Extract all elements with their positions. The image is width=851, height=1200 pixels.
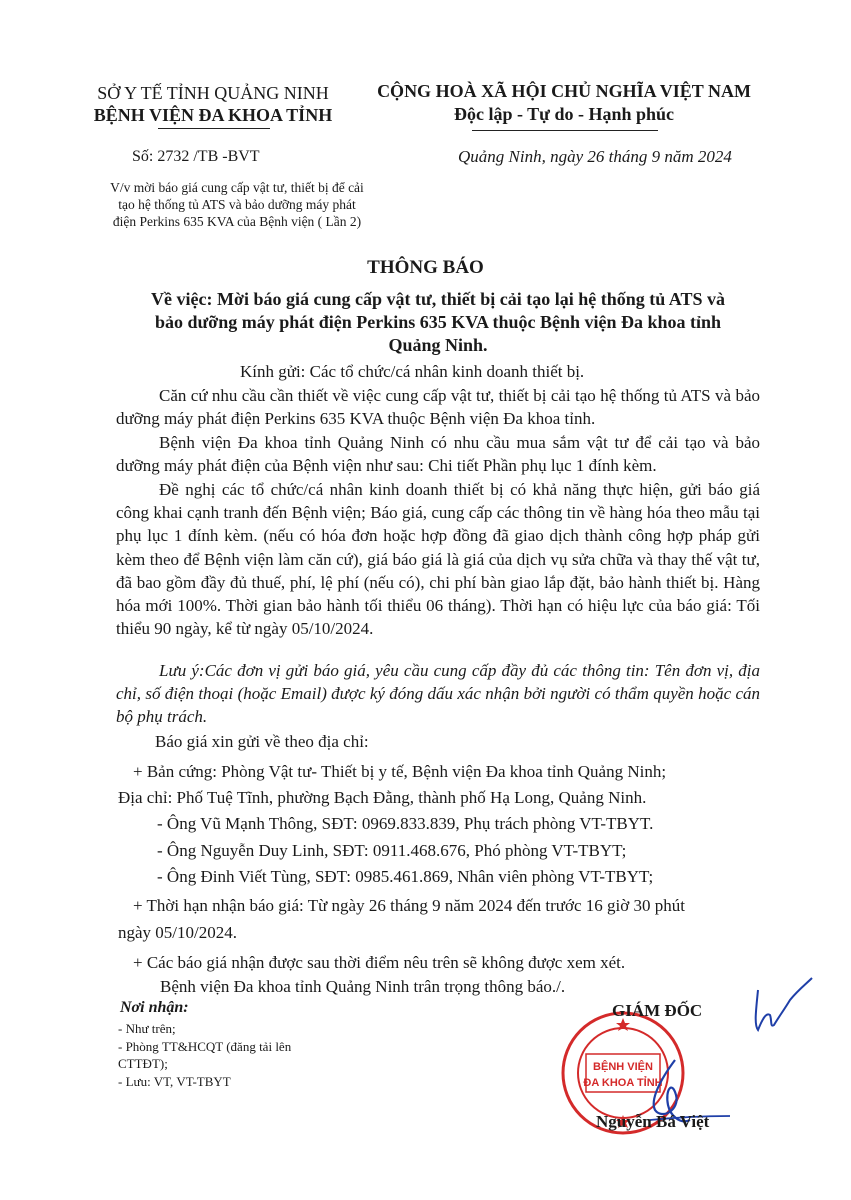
stamp-line: ĐA KHOA TỈNH — [583, 1077, 663, 1089]
summary-line: điện Perkins 635 KVA của Bệnh viện ( Lần 2) — [112, 214, 362, 229]
recipients-title: Nơi nhận: — [120, 999, 189, 1016]
summary-line: V/v mời báo giá cung cấp vật tư, thiết bị để cải — [110, 180, 364, 195]
motto: Độc lập - Tự do - Hạnh phúc — [453, 104, 675, 124]
issuing-organization — [78, 82, 348, 126]
delivery-hard-copy: + Bản cứng: Phòng Vật tư- Thiết bị y tế, Bệnh viện Đa khoa tỉnh Quảng Ninh; — [133, 762, 667, 781]
subject-line: bảo dưỡng máy phát điện Perkins 635 KVA thuộc Bệnh viện Đa khoa tỉnh — [154, 312, 722, 332]
closing-line: Bệnh viện Đa khoa tỉnh Quảng Ninh trân trọng thông báo./. — [160, 977, 566, 996]
recipient-item: CTTĐT); — [118, 1056, 168, 1071]
contact-item: - Ông Đinh Viết Tùng, SĐT: 0985.461.869, Nhân viên phòng VT-TBYT; — [157, 867, 654, 886]
document-date: Quảng Ninh, ngày 26 tháng 9 năm 2024 — [458, 147, 732, 166]
summary-line: tạo hệ thống tủ ATS và bảo dưỡng máy phát — [118, 197, 356, 212]
signer-position: GIÁM ĐỐC — [612, 1001, 703, 1020]
paragraph-request: Đề nghị các tổ chức/cá nhân kinh doanh thiết bị có khả năng thực hiện, gửi báo giá công khai cạnh tranh đến Bệnh viện; Báo giá, cung cấp các thông tin về hàng hóa theo mẫu tại phụ lục 1 đính kèm. (nếu có hóa đơn hoặc hợp đồng đã giao dịch thành công hợp pháp gửi kèm theo để Bệnh viện làm căn cứ), giá báo giá là giá của dịch vụ sửa chữa và thay thế vật tư, đã bao gồm đầy đủ thuế, phí, lệ phí (nếu có), chi phí bàn giao lắp đặt, bảo hành thiết bị. Hàng hóa mới 100%. Thời gian bảo hành tối thiểu 06 tháng). Thời hạn có hiệu lực của báo giá: Tối thiểu 90 ngày, kể từ ngày 05/10/2024. — [116, 480, 760, 639]
org-name: BỆNH VIỆN ĐA KHOA TỈNH — [93, 105, 333, 125]
recipient-item: - Như trên; — [118, 1021, 176, 1036]
document-number: Số: 2732 /TB -BVT — [132, 148, 260, 165]
contact-item: - Ông Nguyễn Duy Linh, SĐT: 0911.468.676, Phó phòng VT-TBYT; — [157, 841, 627, 860]
org-parent: SỞ Y TẾ TỈNH QUẢNG NINH — [97, 83, 329, 103]
recipient-item: - Lưu: VT, VT-TBYT — [118, 1074, 231, 1089]
recipient-item: - Phòng TT&HCQT (đăng tải lên — [118, 1039, 292, 1054]
deadline-item: + Thời hạn nhận báo giá: Từ ngày 26 tháng 9 năm 2024 đến trước 16 giờ 30 phút — [133, 896, 685, 915]
greeting: Kính gửi: Các tổ chức/cá nhân kinh doanh thiết bị. — [240, 362, 585, 381]
deadline-item-cont: ngày 05/10/2024. — [118, 923, 237, 942]
note-paragraph: Lưu ý:Các đơn vị gửi báo giá, yêu cầu cung cấp đầy đủ các thông tin: Tên đơn vị, địa chỉ, số điện thoại (hoặc Email) được ký đóng dấu xác nhận bởi người có thẩm quyền hoặc cán bộ phụ trách. — [116, 661, 760, 727]
motto-underline — [472, 130, 658, 131]
national-motto — [358, 80, 770, 126]
late-quote-item: + Các báo giá nhận được sau thời điểm nêu trên sẽ không được xem xét. — [133, 953, 626, 972]
paragraph-need: Bệnh viện Đa khoa tỉnh Quảng Ninh có nhu cầu mua sắm vật tư để cải tạo và bảo dưỡng máy phát điện của Bệnh viện như sau: Chi tiết Phần phụ lục 1 đính kèm. — [116, 433, 760, 476]
delivery-address: Địa chỉ: Phố Tuệ Tĩnh, phường Bạch Đằng, thành phố Hạ Long, Quảng Ninh. — [118, 788, 647, 807]
send-to-label: Báo giá xin gửi về theo địa chỉ: — [155, 732, 369, 751]
subject-line: Về việc: Mời báo giá cung cấp vật tư, thiết bị cải tạo lại hệ thống tủ ATS và — [151, 289, 725, 309]
contact-item: - Ông Vũ Mạnh Thông, SĐT: 0969.833.839, Phụ trách phòng VT-TBYT. — [157, 814, 654, 833]
stamp-line: BỆNH VIỆN — [593, 1061, 653, 1073]
signer-name: Nguyễn Bá Việt — [596, 1112, 710, 1131]
subject-line: Quảng Ninh. — [388, 335, 488, 355]
nation-name: CỘNG HOÀ XÃ HỘI CHỦ NGHĨA VIỆT NAM — [377, 81, 751, 101]
document-subject — [108, 288, 768, 357]
paragraph-basis: Căn cứ nhu cầu cần thiết về việc cung cấp vật tư, thiết bị cải tạo hệ thống tủ ATS và bảo dưỡng máy phát điện Perkins 635 KVA thuộc Bệnh viện Đa khoa tỉnh. — [116, 386, 760, 429]
document-title: THÔNG BÁO — [367, 257, 484, 278]
org-underline — [158, 128, 270, 129]
document-summary — [92, 179, 382, 230]
